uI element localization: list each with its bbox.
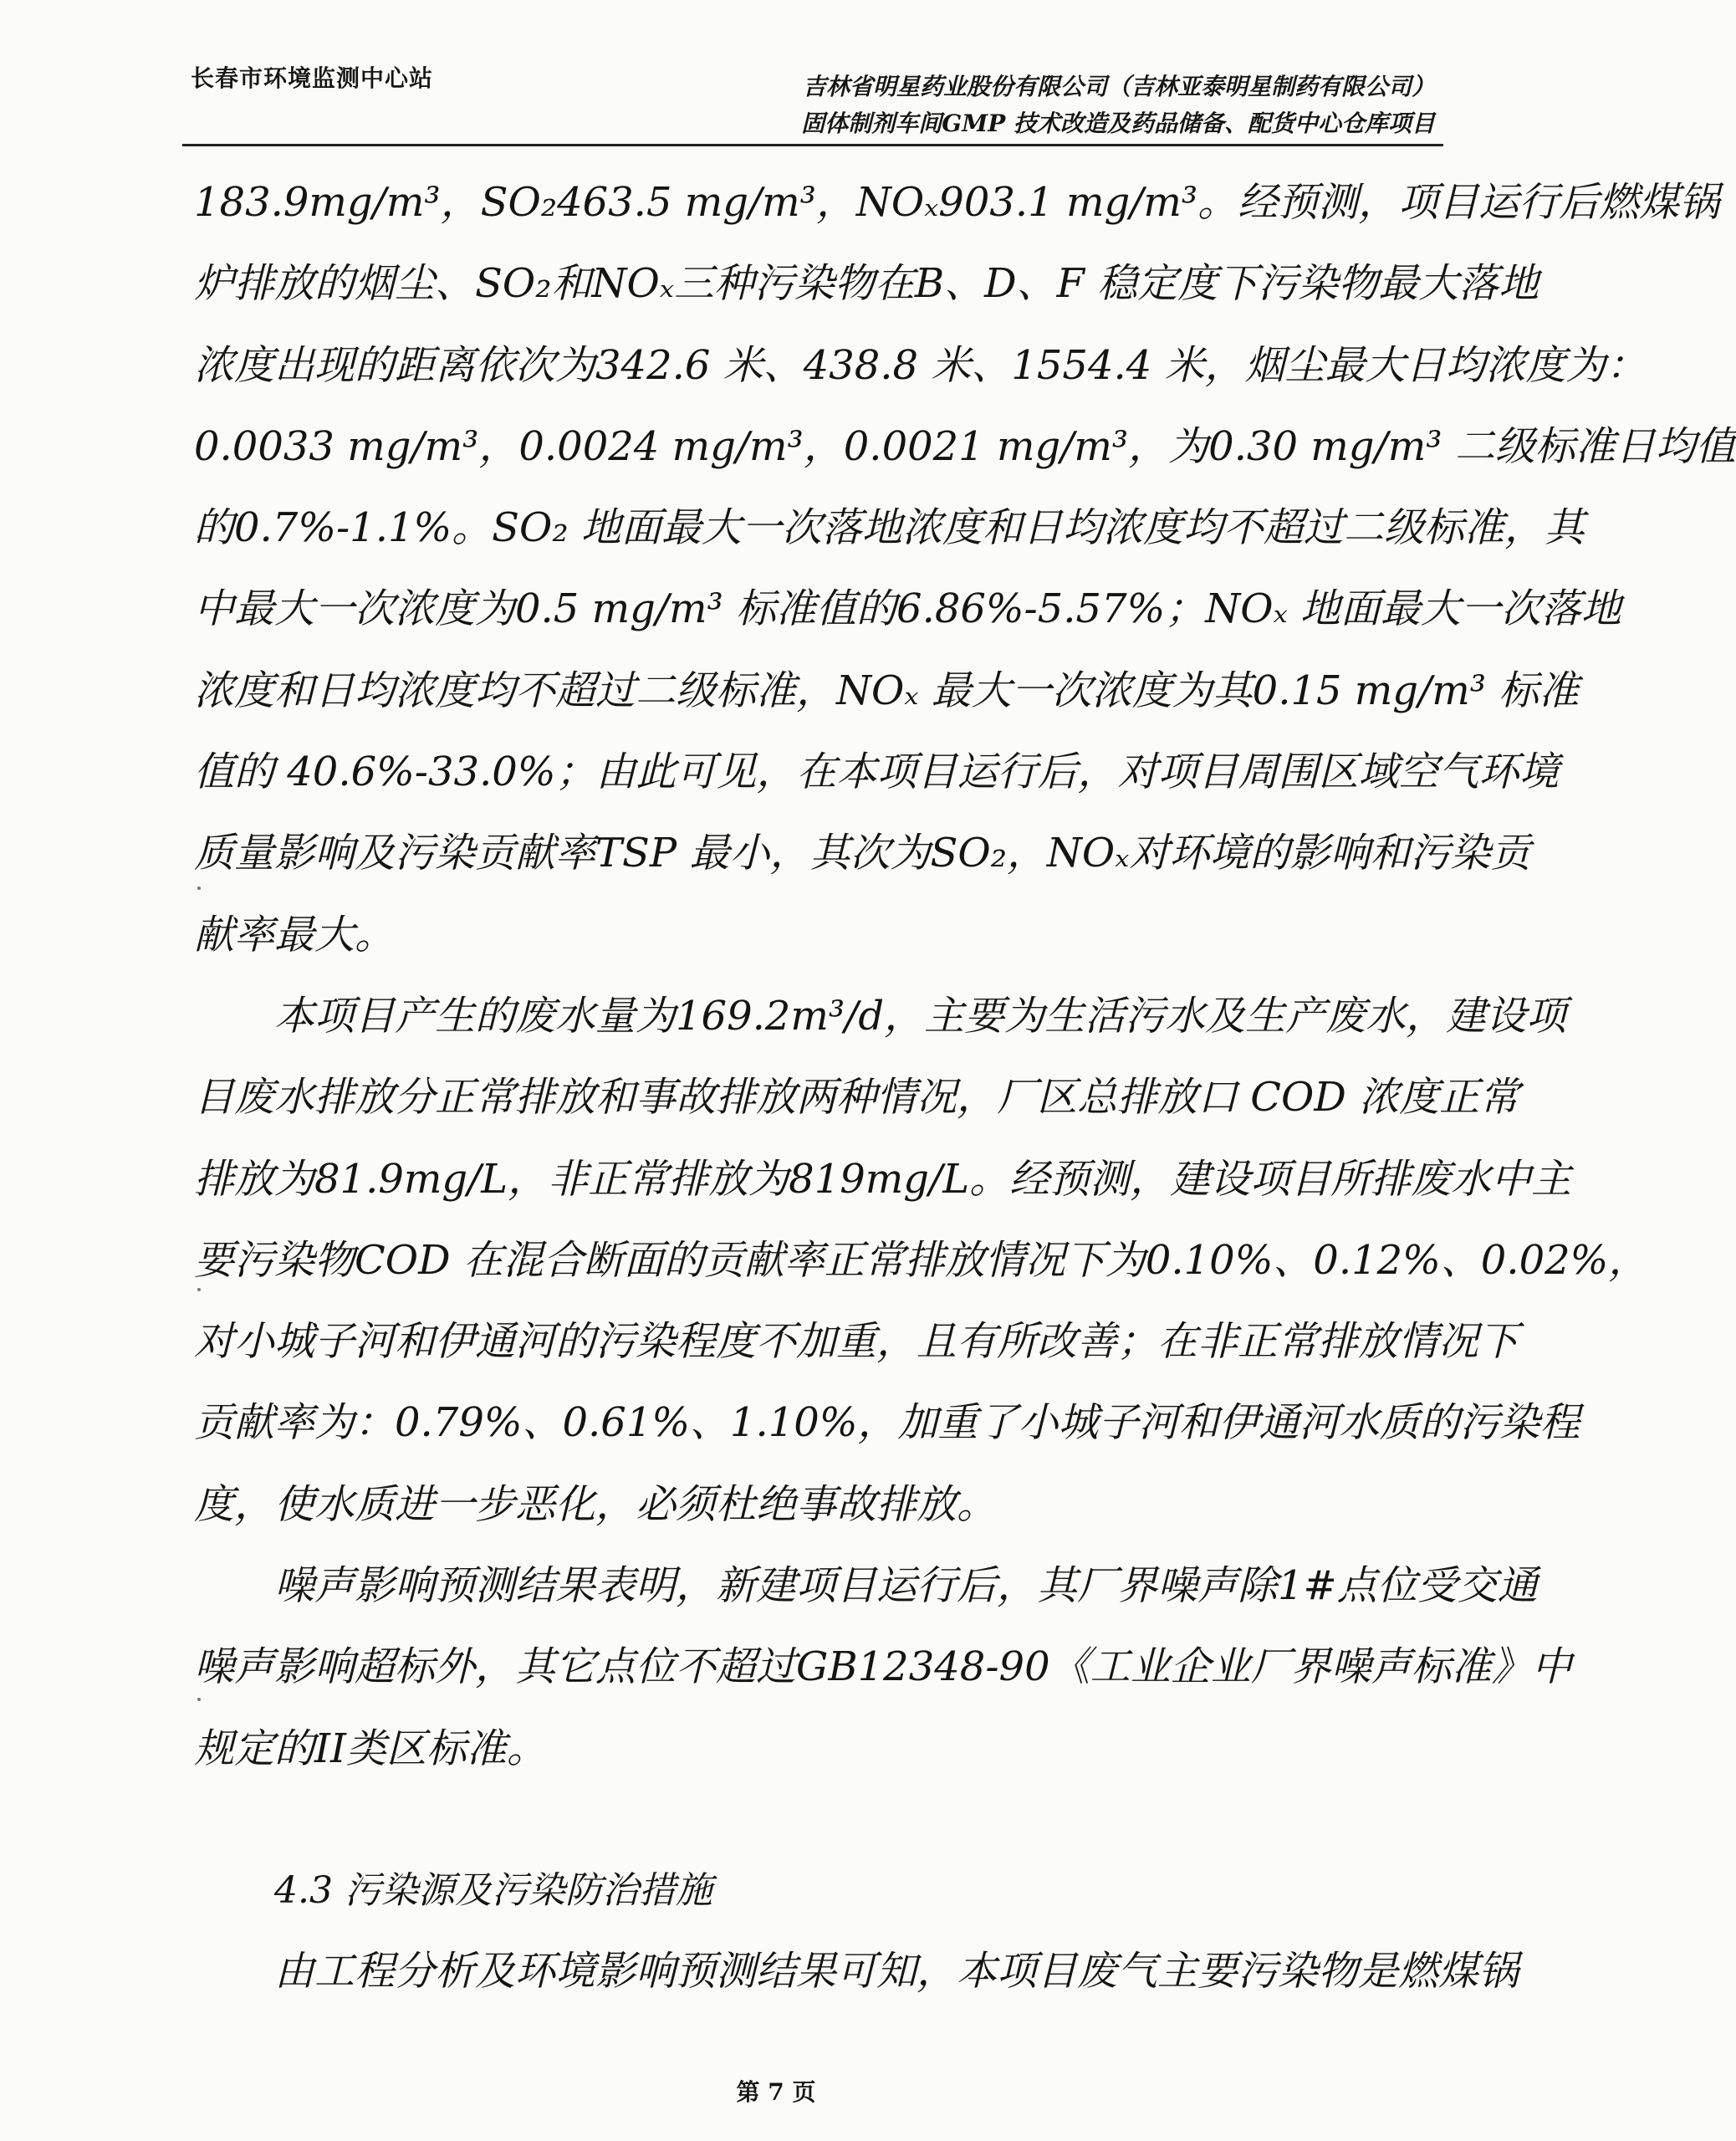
text-line: 噪声影响超标外，其它点位不超过GB12348-90《工业企业厂界噪声标准》中	[194, 1643, 1572, 1691]
page-number: 第 7 页	[736, 2078, 816, 2106]
text-line: 噪声影响预测结果表明，新建项目运行后，其厂界噪声除1#点位受交通	[274, 1562, 1538, 1610]
text-line: 对小城子河和伊通河的污染程度不加重，且有所改善；在非正常排放情况下	[194, 1318, 1519, 1366]
text-line: 献率最大。	[194, 911, 396, 958]
text-line: 本项目产生的废水量为169.2m³/d，主要为生活污水及生产废水，建设项	[274, 992, 1567, 1040]
header-company: 吉林省明星药业股份有限公司（吉林亚泰明星制药有限公司）	[802, 73, 1435, 100]
text-line: 度，使水质进一步恶化，必须杜绝事故排放。	[194, 1480, 998, 1528]
text-line: 的0.7%-1.1%。SO₂ 地面最大一次落地浓度和日均浓度均不超过二级标准，其	[194, 504, 1585, 552]
text-line: 值的 40.6%-33.0%；由此可见，在本项目运行后，对项目周围区域空气环境	[194, 749, 1560, 796]
text-line: 质量影响及污染贡献率TSP 最小，其次为SO₂，NOₓ对环境的影响和污染贡	[194, 830, 1531, 877]
text-line: 183.9mg/m³，SO₂463.5 mg/m³，NOₓ903.1 mg/m³。经预测，项目运行后燃煤锅	[194, 179, 1720, 226]
paragraph-noise	[194, 1546, 1572, 1790]
header-project-title: 固体制剂车间GMP 技术改造及药品储备、配货中心仓库项目	[801, 110, 1435, 137]
text-line: 要污染物COD 在混合断面的贡献率正常排放情况下为0.10%、0.12%、0.02%，	[194, 1236, 1649, 1284]
text-line: 目废水排放分正常排放和事故排放两种情况，厂区总排放口 COD 浓度正常	[194, 1074, 1520, 1122]
paragraph-wastewater	[194, 976, 1649, 1546]
text-line: 浓度和日均浓度均不超过二级标准，NOₓ 最大一次浓度为其0.15 mg/m³ 标准	[194, 667, 1580, 714]
paragraph-air-prediction	[194, 162, 1736, 976]
paragraph-pollution-sources	[194, 1931, 1519, 2012]
header-project	[801, 69, 1435, 142]
text-line: 由工程分析及环境影响预测结果可知，本项目废气主要污染物是燃煤锅	[274, 1948, 1519, 1995]
document-body	[194, 162, 1736, 2013]
text-line: 规定的II类区标准。	[194, 1725, 547, 1772]
text-line: 贡献率为：0.79%、0.61%、1.10%，加重了小城子河和伊通河水质的污染程	[194, 1399, 1580, 1447]
text-line: 排放为81.9mg/L，非正常排放为819mg/L。经预测，建设项目所排废水中主	[194, 1155, 1572, 1203]
section-heading: 4.3 污染源及污染防治措施	[274, 1868, 712, 1912]
text-line: 中最大一次浓度为0.5 mg/m³ 标准值的6.86%-5.57%；NOₓ 地面最大一次落地	[194, 585, 1621, 633]
header-organization: 长春市环境监测中心站	[191, 64, 434, 92]
text-line: 浓度出现的距离依次为342.6 米、438.8 米、1554.4 米，烟尘最大日均浓度为：	[194, 341, 1647, 389]
section-spacer	[194, 1790, 1445, 1850]
text-line: 炉排放的烟尘、SO₂和NOₓ三种污染物在B、D、F 稳定度下污染物最大落地	[194, 260, 1539, 308]
text-line: 0.0033 mg/m³，0.0024 mg/m³，0.0021 mg/m³，为0.30 mg/m³ 二级标准日均值	[194, 422, 1736, 470]
header-divider	[182, 144, 1443, 146]
